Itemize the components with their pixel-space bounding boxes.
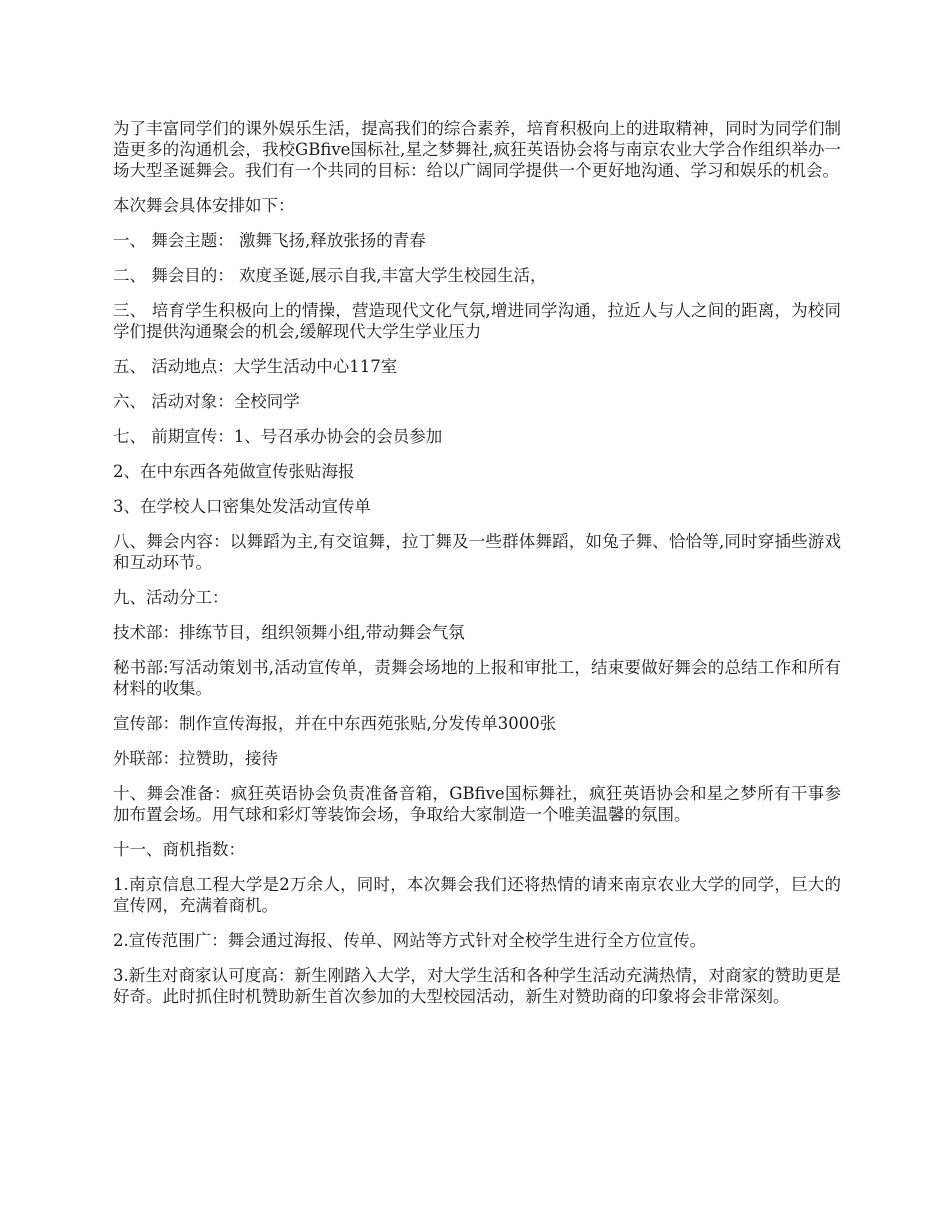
item-theme: 一、 舞会主题： 激舞飞扬,释放张扬的青春 — [113, 231, 426, 250]
promotion-step-3: 3、在学校人口密集处发活动宣传单 — [113, 497, 371, 516]
item-promotion: 七、 前期宣传：1、号召承办协会的会员参加 — [113, 427, 443, 446]
item-goal: 三、 培育学生积极向上的情操，营造现代文化气氛,增进同学沟通，拉近人与人之间的距离，为校同学们提供沟通聚会的机会,缓解现代大学生学业压力 — [113, 301, 841, 341]
schedule-heading: 本次舞会具体安排如下： — [113, 196, 295, 215]
division-secretary: 秘书部:写活动策划书,活动宣传单，责舞会场地的上报和审批工，结束要做好舞会的总结工作和所有材料的收集。 — [113, 658, 841, 698]
division-external: 外联部：拉赞助，接待 — [113, 749, 278, 768]
intro-paragraph: 为了丰富同学们的课外娱乐生活，提高我们的综合素养，培育积极向上的进取精神，同时为同学们制造更多的沟通机会，我校GBfive国标社,星之梦舞社,疯狂英语协会将与南京农业大学合作组织举办一场大型圣诞舞会。我们有一个共同的目标：给以广阔同学提供一个更好地沟通、学习和娱乐的机会。 — [113, 119, 841, 180]
item-audience: 六、 活动对象：全校同学 — [113, 392, 300, 411]
document-body — [113, 118, 841, 1021]
promotion-step-2: 2、在中东西各苑做宣传张贴海报 — [113, 462, 355, 481]
item-content: 八、舞会内容：以舞蹈为主,有交谊舞，拉丁舞及一些群体舞蹈，如兔子舞、恰恰等,同时穿插些游戏和互动环节。 — [113, 532, 841, 572]
business-point-1: 1.南京信息工程大学是2万余人，同时，本次舞会我们还将热情的请来南京农业大学的同学，巨大的宣传网，充满着商机。 — [113, 875, 841, 915]
item-preparation: 十、舞会准备：疯狂英语协会负责准备音箱，GBfive国标舞社，疯狂英语协会和星之梦所有干事参加布置会场。用气球和彩灯等装饰会场，争取给大家制造一个唯美温馨的氛围。 — [113, 784, 841, 824]
item-location: 五、 活动地点：大学生活动中心117室 — [113, 357, 398, 376]
division-publicity: 宣传部：制作宣传海报，并在中东西苑张贴,分发传单3000张 — [113, 714, 557, 733]
item-business-index: 十一、商机指数： — [113, 840, 245, 859]
business-point-2: 2.宣传范围广：舞会通过海报、传单、网站等方式针对全校学生进行全方位宣传。 — [113, 931, 707, 950]
business-point-3: 3.新生对商家认可度高：新生刚踏入大学，对大学生活和各种学生活动充满热情，对商家的赞助更是好奇。此时抓住时机赞助新生首次参加的大型校园活动，新生对赞助商的印象将会非常深刻。 — [113, 966, 841, 1006]
division-tech: 技术部：排练节目，组织领舞小组,带动舞会气氛 — [113, 623, 465, 642]
item-purpose: 二、 舞会目的： 欢度圣诞,展示自我,丰富大学生校园生活， — [113, 266, 547, 285]
item-division: 九、活动分工： — [113, 588, 229, 607]
